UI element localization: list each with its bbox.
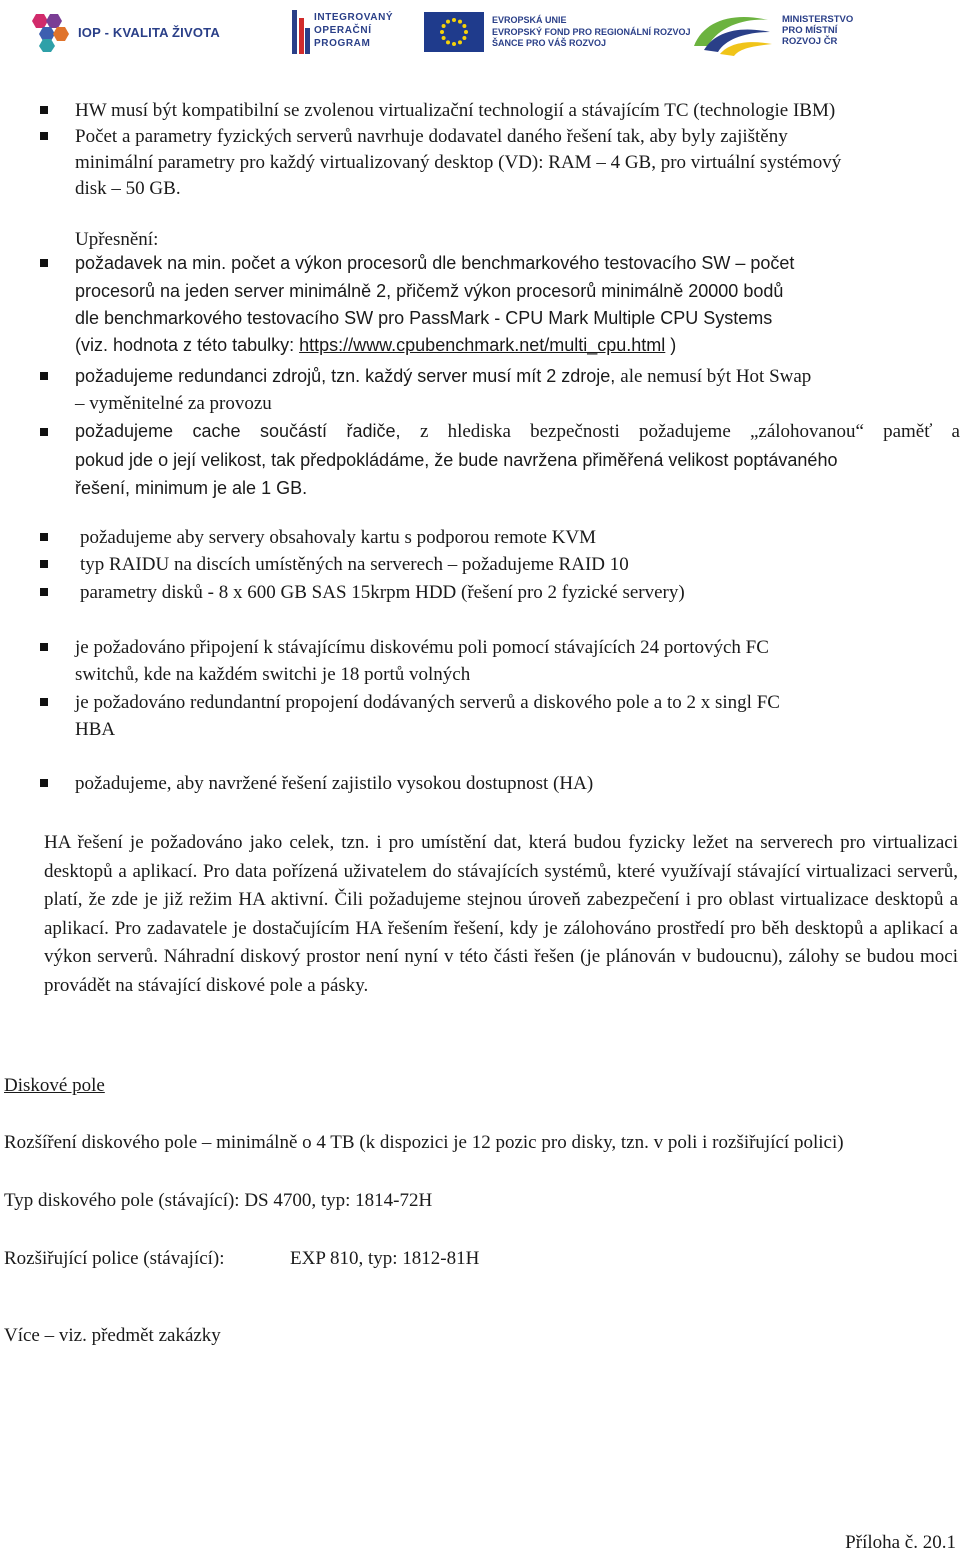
cache-sans: požadujeme cache součástí řadiče, [75, 421, 420, 441]
iop-hexagons-icon [28, 12, 74, 52]
bullet-hba-cont: HBA [75, 719, 116, 740]
bullet-marker [40, 428, 48, 436]
req-line-1 [75, 250, 794, 277]
iop-label: IOP - KVALITA ŽIVOTA [78, 25, 220, 40]
redundancy-serif: ale nemusí být Hot Swap [620, 366, 812, 387]
bullet-marker [40, 643, 48, 651]
req-link-prefix: (viz. hodnota z této tabulky: [75, 335, 300, 355]
program-bars-icon [292, 10, 310, 54]
ministry-line-3: ROZVOJ ČR [782, 36, 838, 47]
bullet-fc: je požadováno připojení k stávajícímu diskovému poli pomocí stávajících 24 portových FC [75, 637, 769, 658]
redundancy-cont: – vyměnitelné za provozu [75, 393, 272, 414]
bullet-marker [40, 588, 48, 596]
req-line-4 [75, 332, 676, 359]
req-line-3: dle benchmarkového testovacího SW pro PassMark - CPU Mark Multiple CPU Systems [75, 308, 773, 328]
bullet-ha: požadujeme, aby navržené řešení zajistilo vysokou dostupnost (HA) [75, 773, 594, 794]
req-line-2: procesorů na jeden server minimálně 2, přičemž výkon procesorů minimálně 20000 bodů [75, 281, 784, 301]
bullet-servers-cont-1: minimální parametry pro každý virtualizovaný desktop (VD): RAM – 4 GB, pro virtuální systémový [75, 152, 842, 173]
bullet-fc-cont: switchů, kde na každém switchi je 18 portů volných [75, 664, 471, 685]
disk-type: Typ diskového pole (stávající): DS 4700, typ: 1814-72H [4, 1190, 433, 1211]
ministry-line-2: PRO MÍSTNÍ [782, 25, 838, 36]
bullet-disks: parametry disků - 8 x 600 GB SAS 15krpm HDD (řešení pro 2 fyzické servery) [80, 582, 685, 603]
ministry-logo [690, 10, 860, 56]
integrated-program-logo [292, 10, 414, 54]
bullet-marker [40, 259, 48, 267]
cache-serif: z hlediska bezpečnosti požadujeme „zálohovanou“ paměť a [419, 421, 960, 442]
bullet-kvm: požadujeme aby servery obsahovaly kartu s podporou remote KVM [80, 527, 597, 548]
logo-bar [0, 0, 960, 60]
eu-flag-icon [424, 12, 484, 52]
bullet-servers: Počet a parametry fyzických serverů navrhuje dodavatel daného řešení tak, aby byly zajištěny [75, 126, 788, 147]
bullet-marker [40, 533, 48, 541]
eu-line-2: EVROPSKÝ FOND PRO REGIONÁLNÍ ROZVOJ [492, 26, 691, 37]
eu-line-3: ŠANCE PRO VÁŠ ROZVOJ [492, 38, 607, 48]
ha-paragraph: HA řešení je požadováno jako celek, tzn. i pro umístění dat, která budou fyzicky ležet na serverech pro virtualizaci desktopů a aplikací. Pro data pořízená uživatelem do stávajících systémů, které využívají stávající virtualizaci serverů, platí, že zde je již režim HA aktivní. Čili požadujeme stejnou úroveň zabezpečení i pro oblast virtualizace desktopů a aplikací. Pro zadavatele je dostačujícím HA řešením řešení, kdy je zálohováno prostředí pro běh desktopů a aplikací a výkon serverů. Náhradní diskový prostor není nyní v této části řešen (je plánován v budoucnu), zálohy se budou moci provádět na stávající diskové pole a pásky. [44, 832, 958, 996]
bullet-raid: typ RAIDU na discích umístěných na serverech – požadujeme RAID 10 [80, 554, 629, 575]
redundancy-line [75, 363, 811, 390]
disk-array-heading: Diskové pole [4, 1075, 105, 1096]
req-link-suffix: ) [665, 335, 677, 355]
benchmark-link[interactable]: https://www.cpubenchmark.net/multi_cpu.html [299, 335, 666, 355]
bullet-marker [40, 560, 48, 568]
bullet-marker [40, 132, 48, 140]
program-line-2: OPERAČNÍ [314, 25, 372, 36]
upresneni-heading: Upřesnění: [75, 229, 159, 250]
bullet-marker [40, 106, 48, 114]
bullet-marker [40, 698, 48, 706]
bullet-hw-compat: HW musí být kompatibilní se zvolenou virtualizační technologií a stávajícím TC (technologie IBM) [75, 100, 836, 121]
ministry-line-1: MINISTERSTVO [782, 14, 854, 25]
bullet-servers-cont-2: disk – 50 GB. [75, 178, 181, 199]
ministry-emblem-icon [690, 10, 776, 56]
program-line-1: INTEGROVANÝ [314, 12, 394, 23]
bullet-marker [40, 779, 48, 787]
bullet-hba: je požadováno redundantní propojení dodávaných serverů a diskového pole a to 2 x singl FC [75, 692, 780, 713]
cache-cont-2: řešení, minimum je ale 1 GB. [75, 478, 308, 498]
bullet-marker [40, 372, 48, 380]
cache-cont-1: pokud jde o její velikost, tak předpokládáme, že bude navržena přiměřená velikost poptávaného [75, 450, 838, 470]
page-footer: Příloha č. 20.1 [845, 1532, 956, 1553]
eu-line-1: EVROPSKÁ UNIE [492, 15, 567, 25]
iop-logo [28, 12, 228, 52]
cache-line [75, 418, 960, 445]
eu-logo [424, 12, 691, 54]
redundancy-sans: požadujeme redundanci zdrojů, tzn. každý server musí mít 2 zdroje, [75, 366, 621, 386]
shelf-value: EXP 810, typ: 1812-81H [290, 1248, 480, 1269]
program-line-3: PROGRAM [314, 38, 371, 49]
disk-extension: Rozšíření diskového pole – minimálně o 4 TB (k dispozici je 12 pozic pro disky, tzn. v poli i rozšiřující polici) [4, 1132, 844, 1153]
req-line-1-label: požadavek na min. počet a výkon procesorů dle benchmarkového testovacího SW – počet [75, 253, 795, 273]
shelf-label: Rozšiřující police (stávající): [4, 1248, 225, 1269]
more-info: Více – viz. předmět zakázky [4, 1325, 221, 1346]
